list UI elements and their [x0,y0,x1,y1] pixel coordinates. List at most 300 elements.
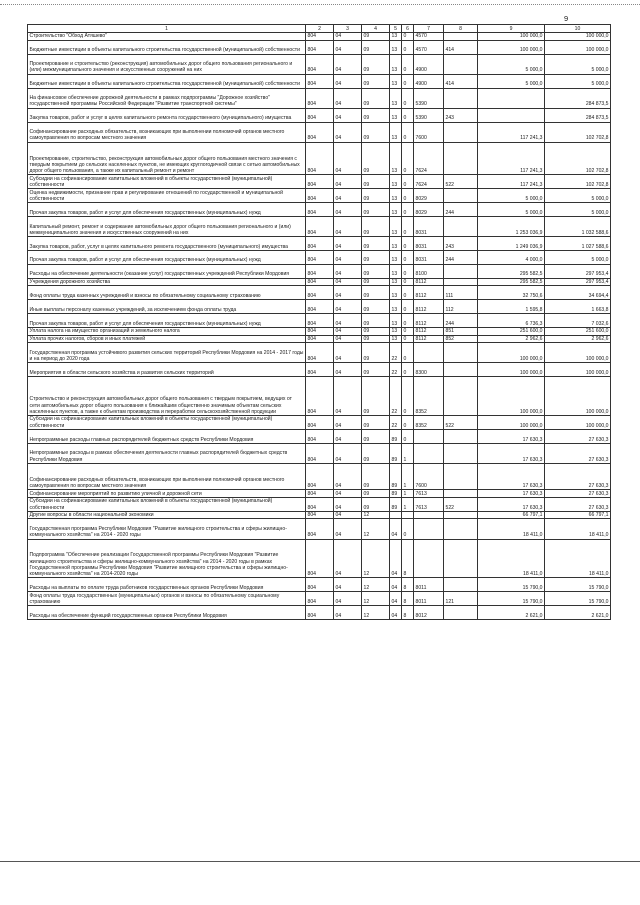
row-amount-cell [478,108,545,122]
row-code-cell: 09 [362,88,390,108]
row-amount-cell: 5 000,0 [545,74,611,88]
row-code-cell: 8 [402,592,414,606]
row-amount-cell: 15 790,0 [545,592,611,606]
row-code-cell: 852 [444,335,478,343]
row-code-cell: 04 [334,33,362,41]
row-code-cell: 04 [334,519,362,539]
row-code-cell: 804 [306,539,334,578]
row-amount-cell: 66 797,1 [545,511,611,519]
row-code-cell: 0 [402,88,414,108]
row-code-cell: 09 [362,202,390,216]
row-code-cell: 804 [306,88,334,108]
row-amount-cell: 1 027 588,6 [545,236,611,250]
row-code-cell [444,605,478,619]
row-amount-cell: 5 000,0 [545,189,611,203]
row-amount-cell: 100 000,0 [545,377,611,416]
row-code-cell: 851 [444,327,478,335]
row-code-cell [444,377,478,416]
row-amount-cell: 66 797,1 [478,511,545,519]
row-code-cell: 804 [306,490,334,498]
row-name-cell: Бюджетные инвестиции в объекты капитального строительства государственной (муниципальной) собственности [28,40,306,54]
table-row [28,236,611,250]
row-code-cell: 04 [334,108,362,122]
row-code-cell: 09 [362,278,390,286]
row-code-cell: 22 [390,415,402,429]
row-code-cell [444,429,478,443]
table-row [28,202,611,216]
row-amount-cell: 100 000,0 [545,40,611,54]
row-code-cell: 09 [362,363,390,377]
row-code-cell: 09 [362,463,390,489]
row-code-cell: 804 [306,363,334,377]
row-code-cell: 04 [390,578,402,592]
row-name-cell: Капитальный ремонт, ремонт и содержание автомобильных дорог общего пользования регионального и (или) межмуниципального значения и искусственных сооружений на них [28,216,306,236]
row-code-cell: 8 [402,605,414,619]
row-amount-cell: 4 000,0 [478,250,545,264]
row-code-cell: 8 [402,578,414,592]
row-code-cell: 09 [362,74,390,88]
row-code-cell: 13 [390,122,402,142]
row-code-cell: 13 [390,300,402,314]
table-row [28,443,611,463]
row-amount-cell: 100 000,0 [478,33,545,41]
row-code-cell: 804 [306,202,334,216]
row-code-cell: 13 [390,74,402,88]
row-code-cell: 09 [362,327,390,335]
row-name-cell: Закупка товаров, работ, услуг в целях капитального ремонта государственного (муниципального) имущества [28,236,306,250]
row-code-cell [414,443,444,463]
row-name-cell: Проектирование, строительство, реконструкция автомобильных дорог общего пользования местного значения с твердым покрытием до сельских населенных пунктов, не имеющих круглогодичной связи с сетью автомобильных дорог общего пользования, а также их капитальный ремонт и ремонт [28,142,306,175]
row-code-cell: 804 [306,216,334,236]
table-row [28,108,611,122]
row-name-cell: Субсидии на софинансирование капитальных вложений в объекты государственной (муниципальной) собственности [28,175,306,189]
row-code-cell: 8112 [414,300,444,314]
row-code-cell: 804 [306,250,334,264]
row-code-cell: 5390 [414,88,444,108]
row-code-cell: 09 [362,490,390,498]
row-code-cell: 09 [362,40,390,54]
row-amount-cell: 5 000,0 [545,54,611,74]
table-row [28,519,611,539]
row-name-cell: Учреждения дорожного хозяйства [28,278,306,286]
row-code-cell: 804 [306,108,334,122]
row-amount-cell: 284 873,5 [545,88,611,108]
row-amount-cell: 18 411,0 [478,539,545,578]
row-code-cell [444,142,478,175]
row-code-cell: 0 [402,74,414,88]
row-code-cell: 13 [390,108,402,122]
row-amount-cell: 297 953,4 [545,278,611,286]
table-row [28,463,611,489]
row-code-cell: 7624 [414,175,444,189]
column-header: 8 [444,25,478,33]
column-header: 9 [478,25,545,33]
row-code-cell [414,511,444,519]
row-amount-cell: 1 253 036,9 [478,216,545,236]
row-code-cell: 8352 [414,377,444,416]
row-name-cell: Прочая закупка товаров, работ и услуг для обеспечения государственных (муниципальных) нужд [28,202,306,216]
row-code-cell: 804 [306,592,334,606]
row-name-cell: Государственная программа Республики Мордовия "Развитие жилищного строительства и сферы жилищно-коммунального хозяйства" на 2014 - 2020 годы [28,519,306,539]
table-row [28,490,611,498]
row-code-cell: 09 [362,236,390,250]
row-amount-cell: 117 241,3 [478,175,545,189]
row-code-cell: 0 [402,377,414,416]
row-code-cell: 8300 [414,363,444,377]
row-code-cell: 04 [334,314,362,328]
row-code-cell: 4570 [414,33,444,41]
row-code-cell: 04 [334,142,362,175]
row-amount-cell: 17 630,3 [478,490,545,498]
row-code-cell: 13 [390,40,402,54]
row-code-cell: 804 [306,142,334,175]
row-code-cell: 13 [390,142,402,175]
row-code-cell: 12 [362,539,390,578]
row-code-cell: 7600 [414,122,444,142]
row-amount-cell: 18 411,0 [545,539,611,578]
column-header: 6 [402,25,414,33]
row-code-cell: 804 [306,519,334,539]
row-code-cell: 09 [362,314,390,328]
row-code-cell: 414 [444,40,478,54]
row-code-cell: 8112 [414,278,444,286]
budget-table [27,24,611,620]
row-amount-cell: 17 630,3 [478,497,545,511]
table-row [28,377,611,416]
row-amount-cell: 117 241,3 [478,122,545,142]
table-row [28,40,611,54]
table-row [28,264,611,278]
row-amount-cell: 17 630,3 [478,463,545,489]
row-code-cell: 04 [334,335,362,343]
row-code-cell: 09 [362,250,390,264]
table-row [28,511,611,519]
row-code-cell: 0 [402,54,414,74]
row-code-cell: 04 [334,236,362,250]
row-code-cell [444,33,478,41]
row-amount-cell: 100 000,0 [478,40,545,54]
row-code-cell: 0 [402,175,414,189]
row-code-cell: 04 [334,327,362,335]
row-code-cell: 13 [390,335,402,343]
row-code-cell: 0 [402,142,414,175]
table-row [28,415,611,429]
row-name-cell: Софинансирование расходных обязательств, возникающих при выполнении полномочий органов местного самоуправления по вопросам местного значения [28,122,306,142]
row-code-cell: 804 [306,264,334,278]
row-code-cell: 0 [402,519,414,539]
row-code-cell: 89 [390,429,402,443]
row-code-cell: 09 [362,443,390,463]
row-amount-cell: 102 702,8 [545,175,611,189]
table-row [28,74,611,88]
row-name-cell: Закупка товаров, работ и услуг в целях капитального ремонта государственного (муниципального) имущества [28,108,306,122]
table-row [28,539,611,578]
row-code-cell: 13 [390,202,402,216]
table-row [28,605,611,619]
row-code-cell: 804 [306,443,334,463]
table-row [28,327,611,335]
table-row [28,592,611,606]
row-code-cell: 243 [444,108,478,122]
row-amount-cell: 34 694,4 [545,286,611,300]
row-code-cell: 7613 [414,490,444,498]
row-code-cell: 8100 [414,264,444,278]
row-code-cell: 04 [334,490,362,498]
row-code-cell: 0 [402,122,414,142]
row-amount-cell: 17 630,3 [478,443,545,463]
row-code-cell: 8031 [414,236,444,250]
row-code-cell: 04 [390,519,402,539]
row-code-cell: 804 [306,415,334,429]
table-row [28,175,611,189]
row-amount-cell: 27 630,3 [545,429,611,443]
row-code-cell [444,216,478,236]
table-row [28,497,611,511]
table-header-row [28,25,611,33]
row-code-cell [444,54,478,74]
row-code-cell: 12 [362,511,390,519]
row-amount-cell: 32 750,6 [478,286,545,300]
row-code-cell: 0 [402,429,414,443]
row-amount-cell: 1 663,8 [545,300,611,314]
row-amount-cell: 100 000,0 [545,343,611,363]
row-amount-cell: 251 600,0 [478,327,545,335]
row-code-cell: 4900 [414,54,444,74]
row-code-cell: 12 [362,592,390,606]
row-amount-cell: 100 000,0 [478,343,545,363]
row-code-cell [444,363,478,377]
table-row [28,250,611,264]
row-code-cell: 13 [390,175,402,189]
row-code-cell: 804 [306,429,334,443]
row-code-cell: 8031 [414,250,444,264]
table-row [28,578,611,592]
row-amount-cell: 2 962,6 [478,335,545,343]
row-code-cell: 89 [390,463,402,489]
row-code-cell: 0 [402,236,414,250]
row-code-cell: 09 [362,343,390,363]
row-amount-cell: 6 736,3 [478,314,545,328]
row-code-cell: 804 [306,286,334,300]
row-code-cell: 8011 [414,578,444,592]
row-code-cell: 804 [306,314,334,328]
row-code-cell: 09 [362,335,390,343]
row-name-cell: Государственная программа устойчивого развития сельских территорий Республики Мордовия на 2014 - 2017 годы и на период до 2020 года [28,343,306,363]
row-amount-cell: 284 873,5 [545,108,611,122]
row-amount-cell: 100 000,0 [545,363,611,377]
row-code-cell [444,122,478,142]
row-amount-cell: 251 600,0 [545,327,611,335]
table-row [28,363,611,377]
row-code-cell: 09 [362,415,390,429]
row-amount-cell: 2 962,6 [545,335,611,343]
column-header: 4 [362,25,390,33]
row-code-cell: 12 [362,578,390,592]
table-body [28,33,611,620]
row-amount-cell: 27 630,3 [545,490,611,498]
row-amount-cell: 5 000,0 [545,250,611,264]
row-code-cell: 804 [306,33,334,41]
row-code-cell: 8029 [414,189,444,203]
table-row [28,300,611,314]
row-code-cell: 04 [334,216,362,236]
row-code-cell: 804 [306,335,334,343]
row-code-cell [444,490,478,498]
row-code-cell: 09 [362,286,390,300]
row-code-cell: 8 [402,539,414,578]
row-amount-cell: 15 790,0 [478,592,545,606]
row-amount-cell: 15 790,0 [545,578,611,592]
row-name-cell: Расходы на выплаты по оплате труда работников государственных органов Республики Мордовия [28,578,306,592]
row-code-cell: 13 [390,236,402,250]
row-code-cell: 0 [402,327,414,335]
row-name-cell: Фонд оплаты труда казенных учреждений и взносы по обязательному социальному страхованию [28,286,306,300]
column-header: 2 [306,25,334,33]
row-code-cell [444,511,478,519]
row-code-cell: 89 [390,497,402,511]
table-row [28,335,611,343]
row-amount-cell: 7 032,6 [545,314,611,328]
row-code-cell: 244 [444,202,478,216]
row-amount-cell: 18 411,0 [545,519,611,539]
row-code-cell: 22 [390,363,402,377]
row-code-cell: 09 [362,189,390,203]
row-code-cell: 0 [402,189,414,203]
row-name-cell: Непрограммные расходы в рамках обеспечения деятельности главных распорядителей бюджетных средств Республики Мордовия [28,443,306,463]
column-header: 3 [334,25,362,33]
row-name-cell: Подпрограмма "Обеспечение реализации Государственной программы Республики Мордовия "Развитие жилищного строительства и сферы жилищно-коммунального хозяйства" на 2014 - 2020 годы в рамках Государственной программы Республики Мордовия "Развитие жилищного строительства и сферы жилищно-коммунального хозяйства" на 2014-2020 годы [28,539,306,578]
row-code-cell: 1 [402,497,414,511]
row-code-cell: 0 [402,314,414,328]
row-amount-cell: 102 702,8 [545,122,611,142]
row-name-cell: На финансовое обеспечение дорожной деятельности в рамках подпрограммы "Дорожное хозяйство" государственной программы Российской Федерации "Развитие транспортной системы" [28,88,306,108]
row-code-cell: 04 [390,592,402,606]
row-code-cell: 04 [334,54,362,74]
row-code-cell: 804 [306,497,334,511]
row-code-cell: 04 [334,189,362,203]
table-row [28,122,611,142]
row-amount-cell: 100 000,0 [478,415,545,429]
row-code-cell [444,278,478,286]
row-code-cell: 804 [306,578,334,592]
row-code-cell: 804 [306,605,334,619]
row-code-cell [444,343,478,363]
row-code-cell: 0 [402,202,414,216]
row-amount-cell: 5 000,0 [478,54,545,74]
row-amount-cell: 2 621,0 [545,605,611,619]
row-name-cell: Расходы на обеспечение функций государственных органов Республики Мордовия [28,605,306,619]
row-code-cell: 09 [362,108,390,122]
row-code-cell: 243 [444,236,478,250]
row-code-cell: 09 [362,497,390,511]
row-code-cell: 04 [390,605,402,619]
row-code-cell: 89 [390,490,402,498]
row-code-cell [444,463,478,489]
row-name-cell: Прочая закупка товаров, работ и услуг для обеспечения государственных (муниципальных) нужд [28,314,306,328]
row-code-cell: 522 [444,497,478,511]
row-amount-cell: 5 000,0 [478,189,545,203]
row-code-cell: 111 [444,286,478,300]
row-code-cell: 8112 [414,327,444,335]
table-row [28,88,611,108]
row-amount-cell: 117 241,3 [478,142,545,175]
row-code-cell: 804 [306,463,334,489]
row-code-cell: 04 [334,278,362,286]
row-code-cell [414,429,444,443]
row-code-cell: 8352 [414,415,444,429]
row-code-cell: 804 [306,122,334,142]
row-code-cell: 1 [402,463,414,489]
row-code-cell: 244 [444,314,478,328]
row-code-cell: 22 [390,377,402,416]
row-code-cell: 0 [402,343,414,363]
row-code-cell: 09 [362,122,390,142]
row-code-cell: 04 [334,286,362,300]
row-code-cell: 244 [444,250,478,264]
row-code-cell: 0 [402,33,414,41]
row-code-cell [414,343,444,363]
row-amount-cell: 100 000,0 [478,377,545,416]
row-amount-cell: 27 630,3 [545,443,611,463]
row-code-cell: 0 [402,40,414,54]
row-name-cell: Уплата прочих налогов, сборов и иных платежей [28,335,306,343]
row-amount-cell: 295 582,5 [478,264,545,278]
row-code-cell: 04 [334,300,362,314]
row-code-cell: 04 [334,497,362,511]
row-code-cell: 1 [402,490,414,498]
row-code-cell: 04 [334,463,362,489]
row-code-cell: 09 [362,54,390,74]
row-code-cell: 804 [306,327,334,335]
row-code-cell: 04 [334,511,362,519]
row-code-cell: 804 [306,189,334,203]
row-code-cell [390,511,402,519]
table-row [28,286,611,300]
row-name-cell: Субсидии на софинансирование капитальных вложений в объекты государственной (муниципальной) собственности [28,497,306,511]
row-code-cell: 8011 [414,592,444,606]
row-name-cell: Расходы на обеспечение деятельности (оказание услуг) государственных учреждений Республики Мордовия [28,264,306,278]
row-amount-cell: 5 000,0 [478,74,545,88]
row-code-cell: 09 [362,33,390,41]
row-code-cell: 4900 [414,74,444,88]
row-name-cell: Проектирование и строительство (реконструкция) автомобильных дорог общего пользования регионального и (или) межмуниципального значения и искусственных сооружений на них [28,54,306,74]
row-code-cell: 0 [402,363,414,377]
row-code-cell: 1 [402,443,414,463]
table-row [28,216,611,236]
row-name-cell: Другие вопросы в области национальной экономики [28,511,306,519]
row-code-cell: 804 [306,343,334,363]
row-amount-cell: 100 000,0 [478,363,545,377]
row-code-cell: 121 [444,592,478,606]
row-code-cell: 5390 [414,108,444,122]
row-code-cell [444,264,478,278]
column-header: 10 [545,25,611,33]
row-code-cell: 13 [390,33,402,41]
row-name-cell: Мероприятия в области сельского хозяйства и развития сельских территорий [28,363,306,377]
row-amount-cell: 1 595,8 [478,300,545,314]
table-row [28,278,611,286]
row-code-cell: 13 [390,189,402,203]
row-code-cell: 804 [306,278,334,286]
row-code-cell: 0 [402,264,414,278]
row-amount-cell: 100 000,0 [545,33,611,41]
row-code-cell [444,88,478,108]
row-amount-cell [478,88,545,108]
row-code-cell: 13 [390,314,402,328]
row-code-cell: 7613 [414,497,444,511]
row-code-cell: 09 [362,429,390,443]
row-code-cell: 04 [334,250,362,264]
